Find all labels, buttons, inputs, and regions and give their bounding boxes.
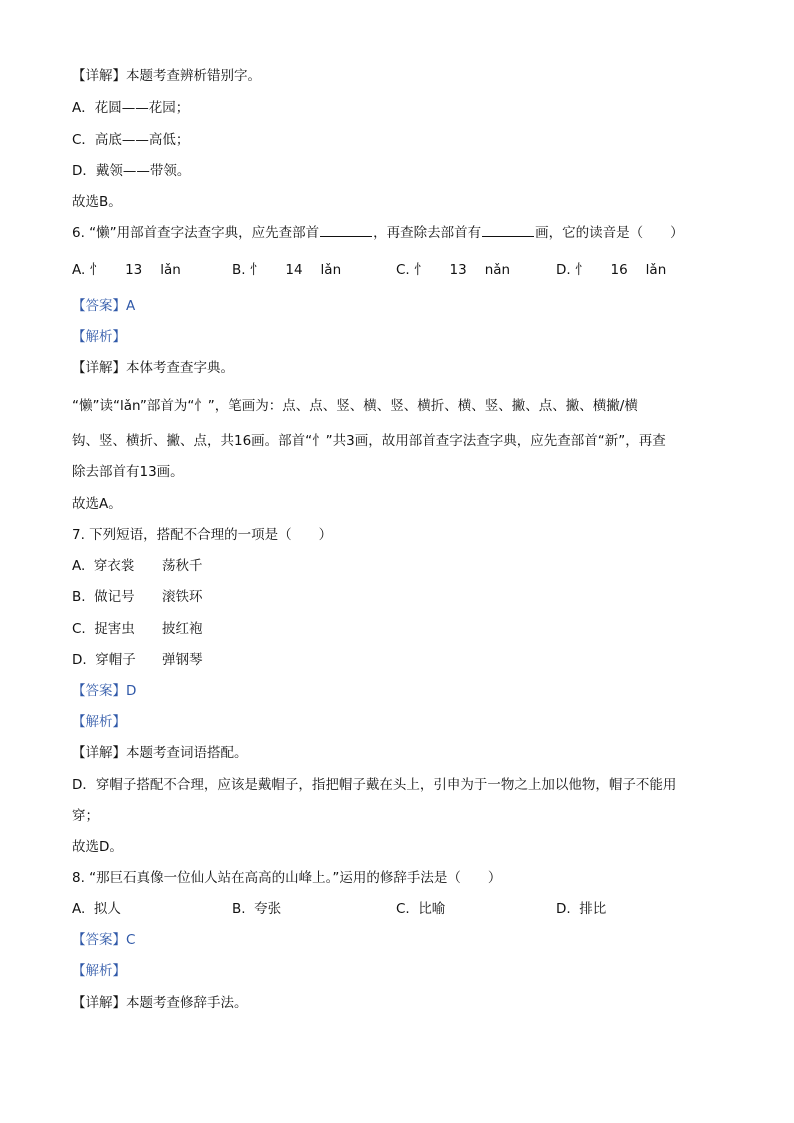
prev-detail: 【详解】本题考查辨析错别字。 bbox=[72, 68, 261, 84]
q6-stem-part2: ，再查除去部首有 bbox=[373, 225, 482, 241]
q7-option-c: C. 捉害虫 bbox=[72, 621, 135, 637]
q6-blank-radical bbox=[320, 223, 372, 237]
q6-explanation-3: 除去部首有13画。 bbox=[72, 464, 184, 480]
q6-detail: 【详解】本体考查查字典。 bbox=[72, 360, 234, 376]
q7-conclusion: 故选D。 bbox=[72, 839, 123, 855]
q7-option-a: A. 穿衣裳 bbox=[72, 558, 135, 574]
q8-option-c: C. 比喻 bbox=[396, 901, 446, 917]
q6-stem-part3: 画，它的读音是（ ） bbox=[535, 225, 684, 241]
q7-option-d-part2: 弹钢琴 bbox=[162, 652, 203, 668]
q8-option-d: D. 排比 bbox=[556, 901, 607, 917]
q6-option-c: C. 忄 13 nǎn bbox=[396, 262, 511, 278]
q6-option-b: B. 忄 14 lǎn bbox=[232, 262, 342, 278]
q7-option-b-part2: 滚铁环 bbox=[162, 589, 203, 605]
q7-option-d: D. 穿帽子 bbox=[72, 652, 136, 668]
q7-answer: 【答案】D bbox=[72, 683, 137, 699]
q6-stem bbox=[72, 223, 684, 243]
q8-answer: 【答案】C bbox=[72, 932, 136, 948]
q7-stem: 7. 下列短语，搭配不合理的一项是（ ） bbox=[72, 527, 333, 543]
q6-conclusion: 故选A。 bbox=[72, 496, 122, 512]
q7-option-a-part2: 荡秋千 bbox=[162, 558, 203, 574]
q6-explanation-1: “懒”读“lǎn”部首为“忄”，笔画为：点、点、竖、横、竖、横折、横、竖、撇、点、撇、横撇/横 bbox=[72, 398, 638, 414]
q7-option-c-part2: 披红袍 bbox=[162, 621, 203, 637]
q6-option-a: A. 忄 13 lǎn bbox=[72, 262, 181, 278]
q8-detail: 【详解】本题考查修辞手法。 bbox=[72, 995, 248, 1011]
q7-explanation-1: D．穿帽子搭配不合理，应该是戴帽子，指把帽子戴在头上，引申为于一物之上加以他物，帽子不能用 bbox=[72, 777, 677, 793]
q8-analysis: 【解析】 bbox=[72, 963, 126, 979]
prev-conclusion: 故选B。 bbox=[72, 194, 122, 210]
q7-analysis: 【解析】 bbox=[72, 714, 126, 730]
q6-analysis: 【解析】 bbox=[72, 329, 126, 345]
prev-option-a: A．花圆——花园； bbox=[72, 100, 190, 116]
q6-blank-strokes bbox=[482, 223, 534, 237]
q7-detail: 【详解】本题考查词语搭配。 bbox=[72, 745, 248, 761]
q6-stem-part1: 6. “懒”用部首查字法查字典，应先查部首 bbox=[72, 225, 320, 241]
prev-option-c: C．高底——高低； bbox=[72, 132, 190, 148]
q6-option-d: D. 忄 16 lǎn bbox=[556, 262, 667, 278]
q6-answer: 【答案】A bbox=[72, 298, 136, 314]
q7-explanation-2: 穿； bbox=[72, 808, 99, 824]
q8-option-a: A. 拟人 bbox=[72, 901, 121, 917]
q6-explanation-2: 钩、竖、横折、撇、点，共16画。部首“忄”共3画，故用部首查字法查字典，应先查部首“新”，再查 bbox=[72, 433, 666, 449]
q7-option-b: B. 做记号 bbox=[72, 589, 135, 605]
q8-option-b: B. 夸张 bbox=[232, 901, 282, 917]
q8-stem: 8. “那巨石真像一位仙人站在高高的山峰上。”运用的修辞手法是（ ） bbox=[72, 870, 502, 886]
prev-option-d: D．戴领——带领。 bbox=[72, 163, 191, 179]
